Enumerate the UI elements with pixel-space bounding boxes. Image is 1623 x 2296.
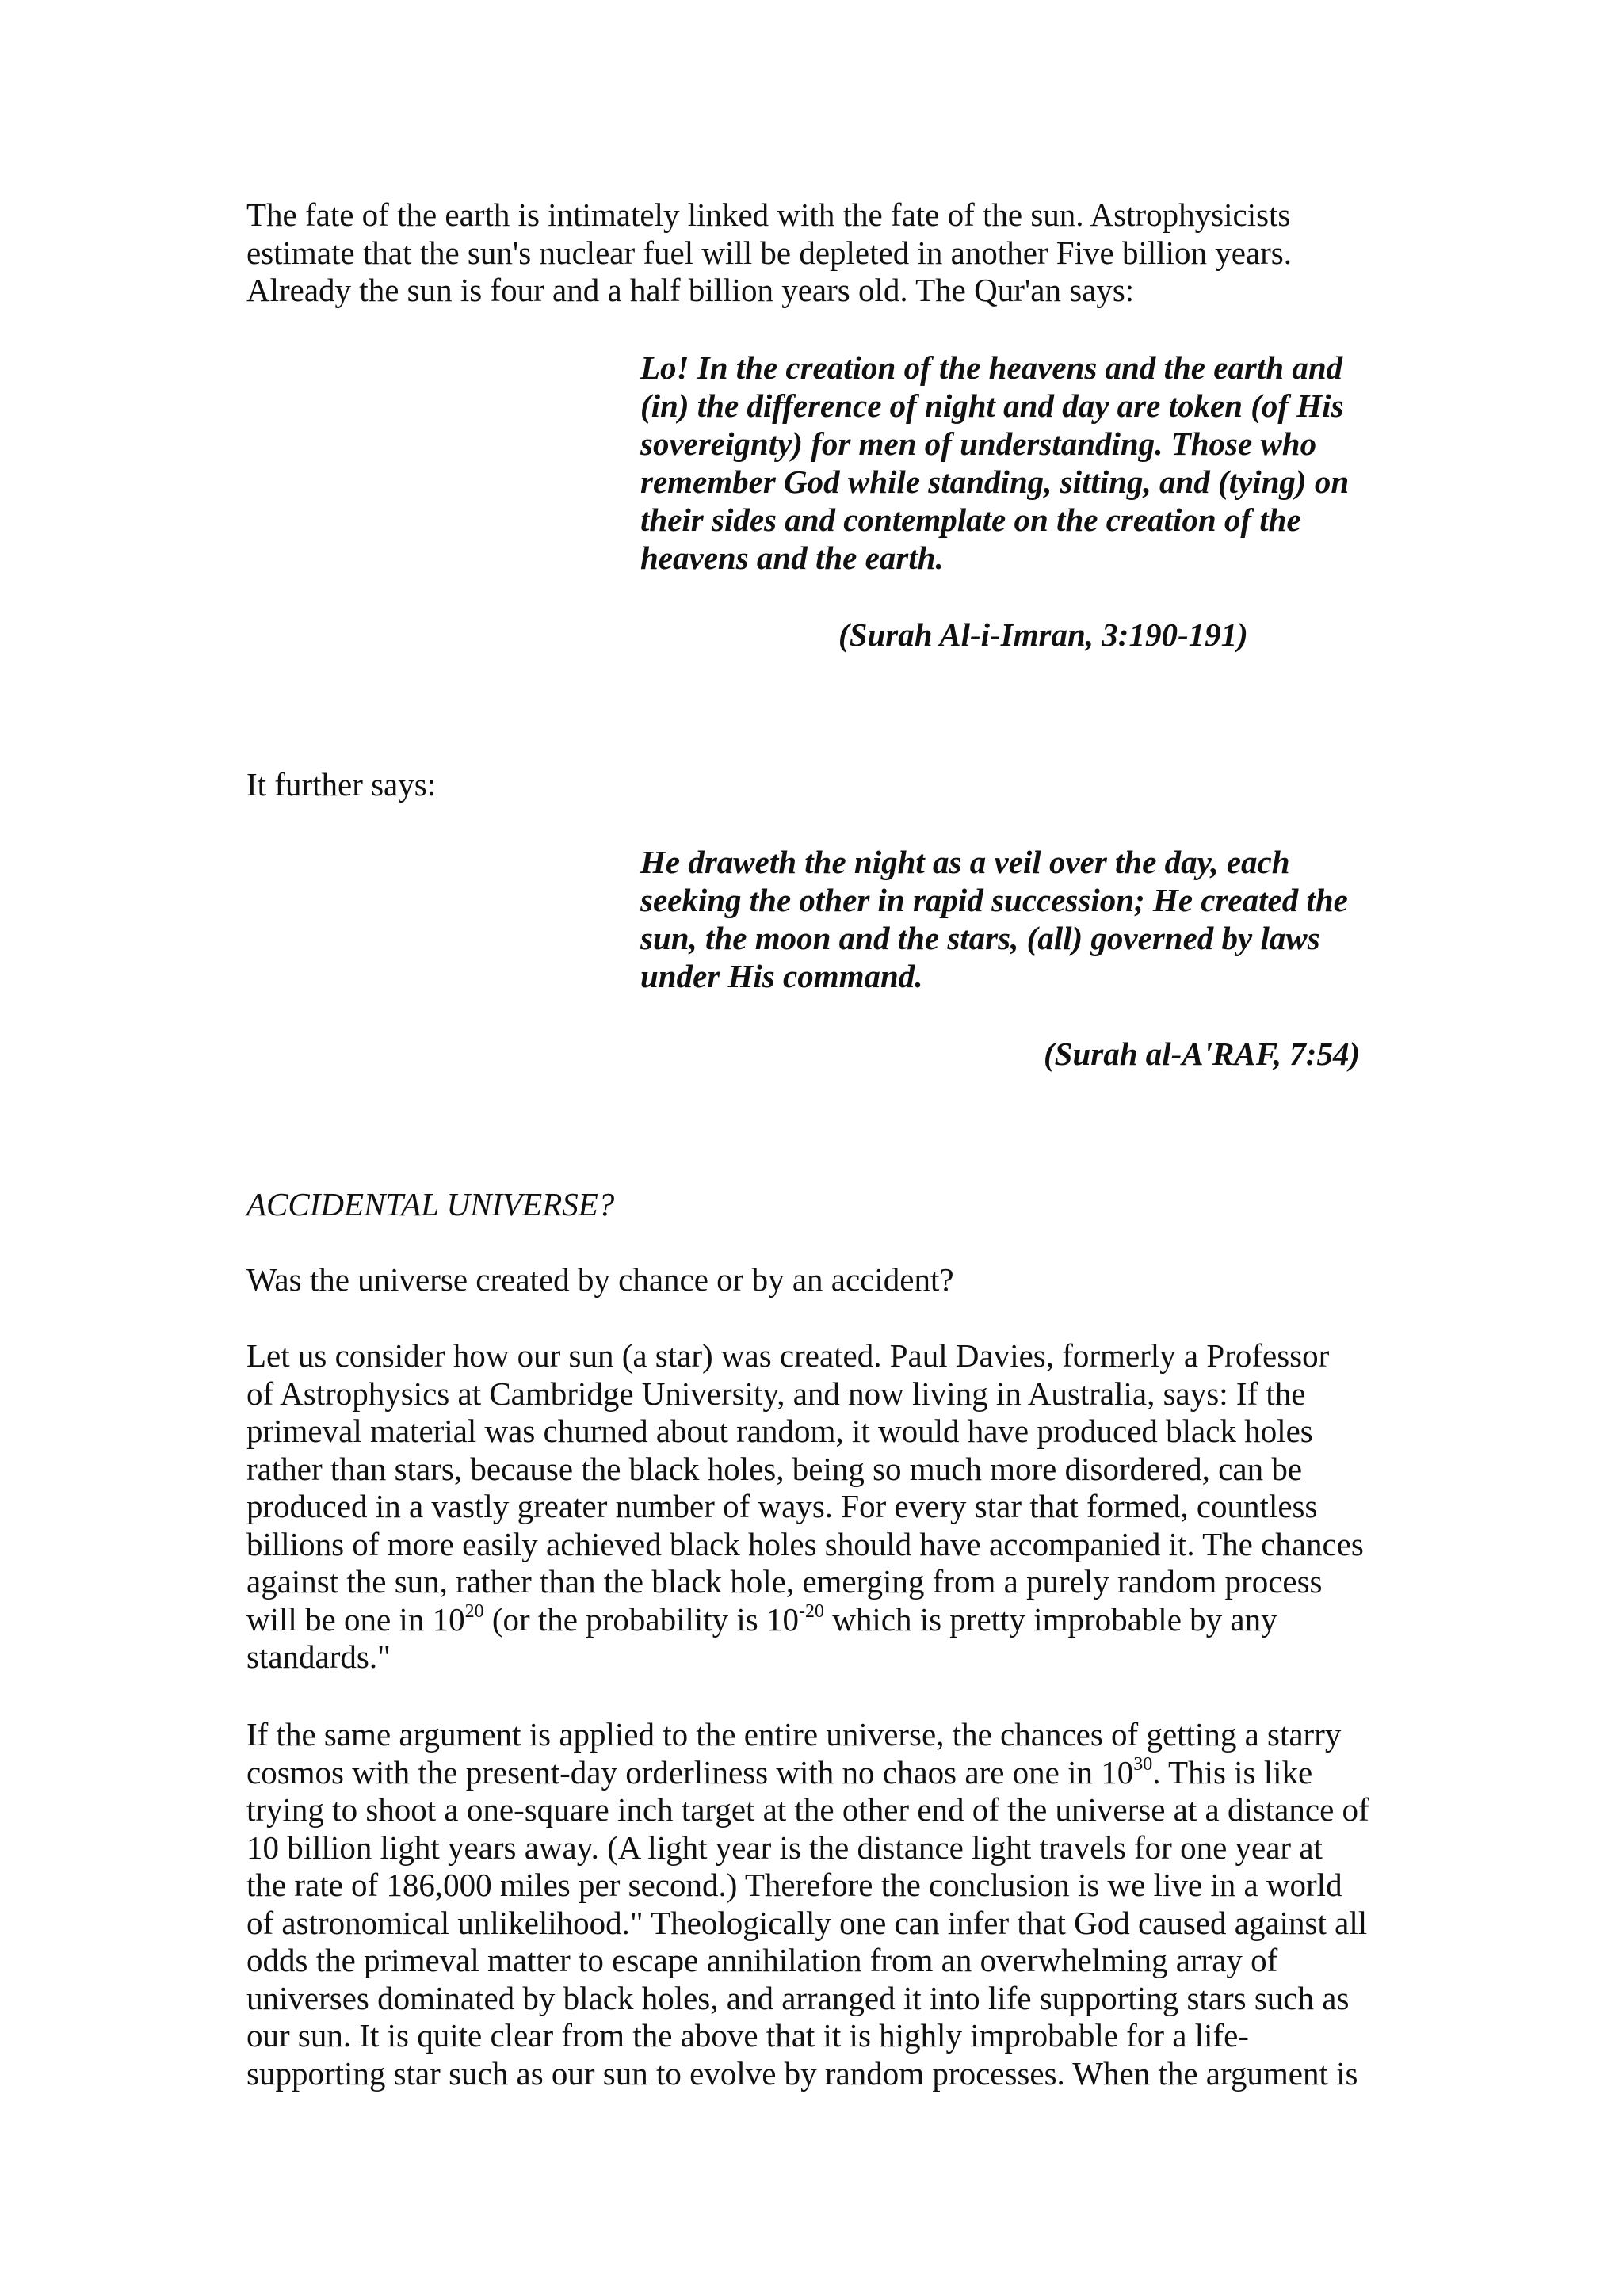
paragraph-line: of Astrophysics at Cambridge University, and now living in Australia, says: If the	[246, 1375, 1306, 1412]
paragraph-line: odds the primeval matter to escape annihilation from an overwhelming array of	[246, 1942, 1278, 1978]
quote-line: (in) the difference of night and day are token (of His	[640, 387, 1344, 424]
exponent: -20	[799, 1600, 824, 1622]
intro-line: Already the sun is four and a half billion years old. The Qur'an says:	[246, 272, 1135, 308]
paragraph-line	[246, 1601, 1388, 1639]
quote-line: heavens and the earth.	[640, 540, 944, 576]
quote-line: seeking the other in rapid succession; He created the	[640, 882, 1348, 918]
text-run: will be one in 10	[246, 1600, 465, 1638]
section-heading: ACCIDENTAL UNIVERSE?	[246, 1186, 615, 1222]
question-text: Was the universe created by chance or by an accident?	[246, 1261, 954, 1298]
paragraph-line: universes dominated by black holes, and arranged it into life supporting stars such as	[246, 1979, 1350, 2016]
intro-line: estimate that the sun's nuclear fuel will be depleted in another Five billion years.	[246, 234, 1293, 271]
further-says-text: It further says:	[246, 766, 437, 803]
quote-line: Lo! In the creation of the heavens and the earth and	[640, 349, 1343, 386]
paragraph-line: produced in a vastly greater number of ways. For every star that formed, countless	[246, 1488, 1318, 1524]
paragraph-line: primeval material was churned about random, it would have produced black holes	[246, 1413, 1313, 1449]
quote-line: He draweth the night as a veil over the day, each	[640, 844, 1290, 880]
text-run: which is pretty improbable by any	[824, 1600, 1277, 1638]
paragraph-line: supporting star such as our sun to evolve by random processes. When the argument is	[246, 2054, 1358, 2092]
paragraph-line: billions of more easily achieved black holes should have accompanied it. The chances	[246, 1525, 1364, 1562]
quote-line: under His command.	[640, 958, 923, 994]
body-paragraph-2	[246, 1716, 1388, 2092]
quote-line: remember God while standing, sitting, and (tying) on	[640, 463, 1350, 500]
paragraph-line: trying to shoot a one-square inch target at the other end of the universe at a distance of	[246, 1791, 1369, 1828]
quote-line: their sides and contemplate on the creation of the	[640, 502, 1301, 538]
paragraph-line: against the sun, rather than the black hole, emerging from a purely random process	[246, 1563, 1323, 1600]
paragraph-line: Let us consider how our sun (a star) was created. Paul Davies, formerly a Professor	[246, 1337, 1330, 1374]
intro-paragraph	[246, 196, 1388, 310]
paragraph-line: the rate of 186,000 miles per second.) Therefore the conclusion is we live in a world	[246, 1867, 1342, 1903]
paragraph-line: standards."	[246, 1638, 391, 1675]
text-run: cosmos with the present-day orderliness with no chaos are one in 10	[246, 1753, 1134, 1791]
exponent: 20	[464, 1600, 484, 1622]
body-paragraph-1	[246, 1337, 1388, 1676]
exponent: 30	[1133, 1753, 1153, 1775]
paragraph-line: 10 billion light years away. (A light year is the distance light travels for one year at	[246, 1829, 1323, 1866]
paragraph-line: of astronomical unlikelihood." Theologically one can infer that God caused against all	[246, 1904, 1368, 1941]
text-run: (or the probability is 10	[483, 1600, 799, 1638]
paragraph-line: rather than stars, because the black holes, being so much more disordered, can be	[246, 1450, 1303, 1487]
quote-line: sun, the moon and the stars, (all) governed by laws	[640, 920, 1320, 956]
intro-line: The fate of the earth is intimately linked with the fate of the sun. Astrophysicists	[246, 196, 1291, 233]
quote-1-citation: (Surah Al-i-Imran, 3:190-191)	[838, 616, 1248, 653]
text-run: . This is like	[1152, 1753, 1313, 1791]
quran-quote-2	[640, 843, 1385, 995]
paragraph-line	[246, 1754, 1388, 1792]
paragraph-line: If the same argument is applied to the entire universe, the chances of getting a starry	[246, 1716, 1342, 1753]
paragraph-line: our sun. It is quite clear from the above that it is highly improbable for a life-	[246, 2017, 1249, 2054]
quote-line: sovereignty) for men of understanding. Those who	[640, 425, 1317, 462]
quran-quote-1	[640, 349, 1385, 577]
quote-2-citation: (Surah al-A'RAF, 7:54)	[1044, 1035, 1361, 1072]
